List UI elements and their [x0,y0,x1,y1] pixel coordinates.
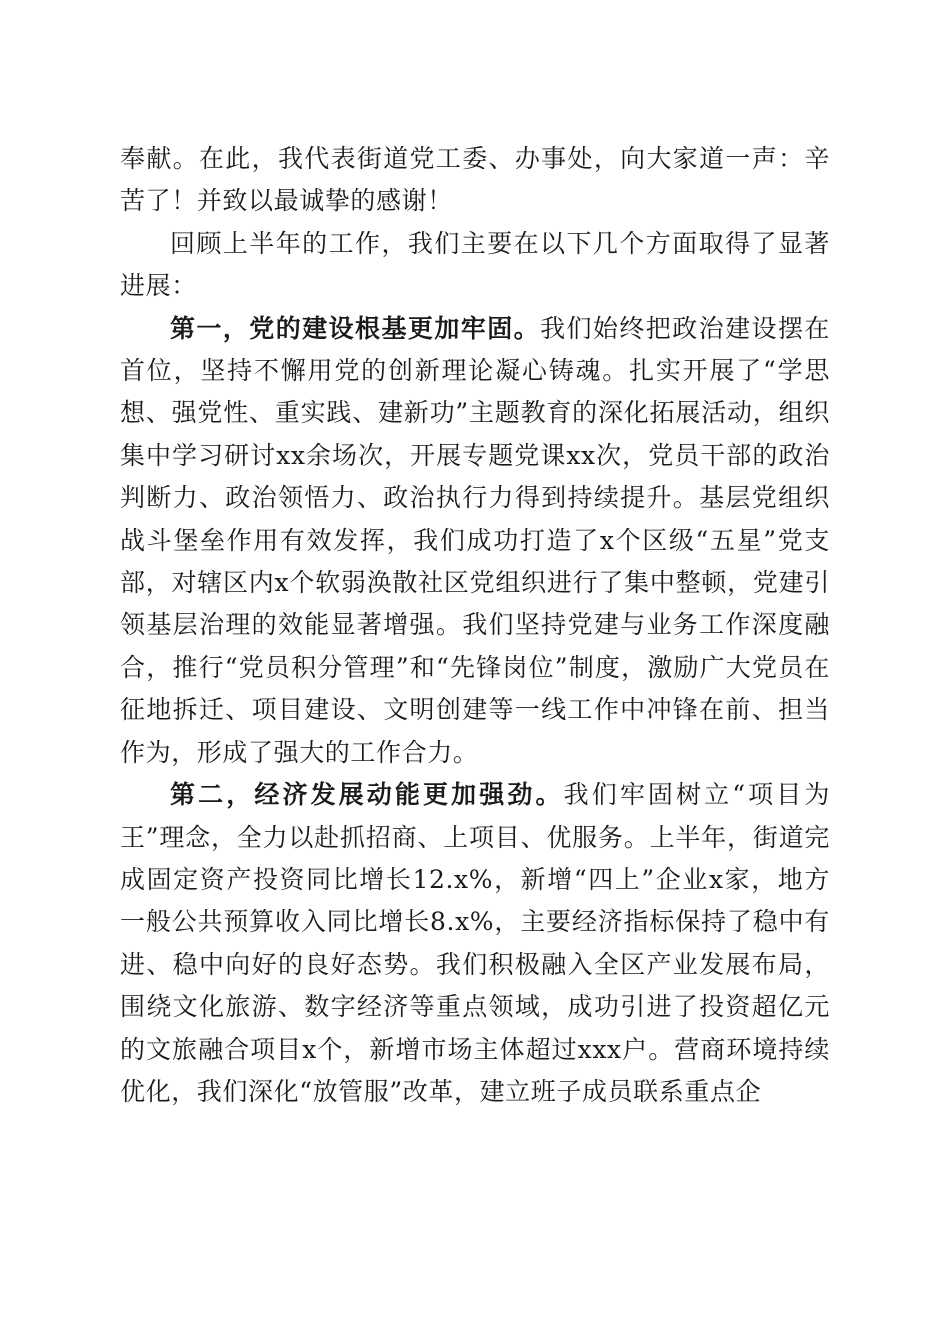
paragraph-text: 我们牢固树立“项目为王”理念，全力以赴抓招商、上项目、优服务。上半年，街道完成固定资产投资同比增长12.x%，新增“四上”企业x家，地方一般公共预算收入同比增长8.x%，主要经济指标保持了稳中有进、稳中向好的良好态势。我们积极融入全区产业发展布局，围绕文化旅游、数字经济等重点领域，成功引进了投资超亿元的文旅融合项目x个，新增市场主体超过xxx户。营商环境持续优化，我们深化“放管服”改革，建立班子成员联系重点企 [120,780,830,1106]
paragraph-text: 我们始终把政治建设摆在首位，坚持不懈用党的创新理论凝心铸魂。扎实开展了“学思想、强党性、重实践、建新功”主题教育的深化拓展活动，组织集中学习研讨xx余场次，开展专题党课xx次，党员干部的政治判断力、政治领悟力、政治执行力得到持续提升。基层党组织战斗堡垒作用有效发挥，我们成功打造了x个区级“五星”党支部，对辖区内x个软弱涣散社区党组织进行了集中整顿，党建引领基层治理的效能显著增强。我们坚持党建与业务工作深度融合，推行“党员积分管理”和“先锋岗位”制度，激励广大党员在征地拆迁、项目建设、文明创建等一线工作中冲锋在前、担当作为，形成了强大的工作合力。 [120,313,830,767]
document-body [120,138,830,1113]
paragraph-text: 回顾上半年的工作，我们主要在以下几个方面取得了显著进展： [120,228,830,301]
paragraph-text: 奉献。在此，我代表街道党工委、办事处，向大家道一声：辛苦了！并致以最诚挚的感谢！ [120,144,830,216]
paragraph-continuation [120,138,830,223]
paragraph-heading: 第二，经济发展动能更加强劲。 [170,780,564,810]
paragraph-review-intro [120,223,830,308]
paragraph-party-building [120,308,830,774]
paragraph-heading: 第一，党的建设根基更加牢固。 [170,313,541,343]
paragraph-economic-development [120,774,830,1113]
